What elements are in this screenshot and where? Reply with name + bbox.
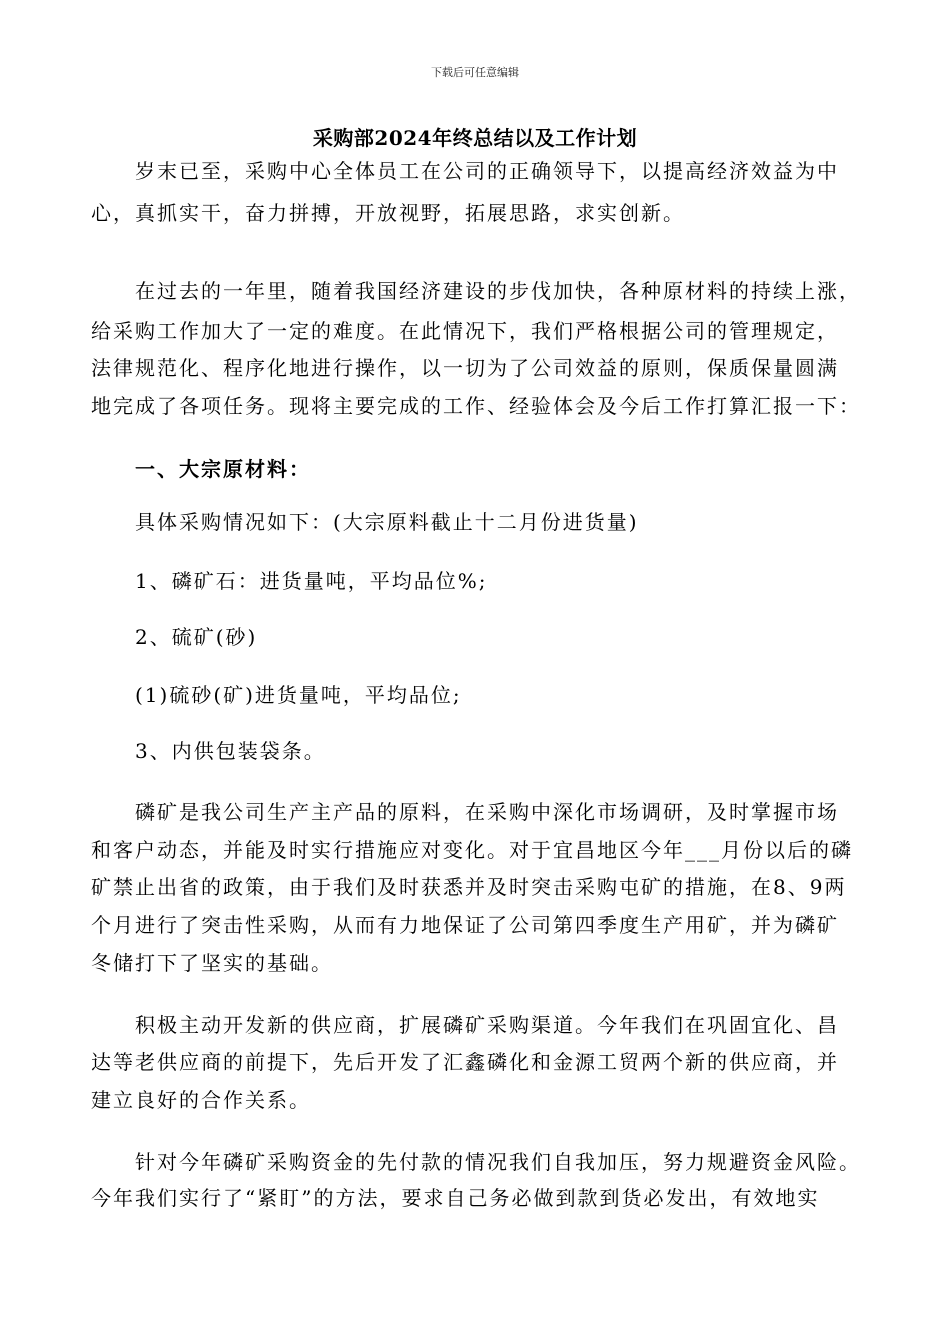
list-item: 3、内供包装袋条。	[135, 739, 326, 763]
paragraph-line: 和客户动态，并能及时实行措施应对变化。对于宜昌地区今年___月份以后的磷	[91, 838, 853, 862]
list-item: 2、硫矿(砂)	[135, 625, 258, 649]
paragraph-line: 心，真抓实干，奋力拼搏，开放视野，拓展思路，求实创新。	[91, 201, 685, 225]
paragraph-line: 积极主动开发新的供应商，扩展磷矿采购渠道。今年我们在巩固宜化、昌	[135, 1013, 839, 1037]
document-title: 采购部2024年终总结以及工作计划	[312, 126, 638, 150]
list-item: (1)硫砂(矿)进货量吨，平均品位;	[135, 683, 462, 707]
paragraph-line: 地完成了各项任务。现将主要完成的工作、经验体会及今后工作打算汇报一下：	[91, 394, 861, 418]
paragraph-line: 个月进行了突击性采购，从而有力地保证了公司第四季度生产用矿，并为磷矿	[91, 913, 839, 937]
paragraph-line: 法律规范化、程序化地进行操作，以一切为了公司效益的原则，保质保量圆满	[91, 356, 839, 380]
paragraph-line: 冬储打下了坚实的基础。	[91, 951, 333, 975]
paragraph-line: 今年我们实行了“紧盯”的方法，要求自己务必做到款到货必发出，有效地实	[91, 1186, 820, 1210]
section-heading: 一、大宗原材料：	[135, 457, 311, 481]
paragraph-line: 在过去的一年里，随着我国经济建设的步伐加快，各种原材料的持续上涨，	[135, 279, 861, 303]
header-note: 下载后可任意编辑	[431, 66, 519, 79]
paragraph-line: 给采购工作加大了一定的难度。在此情况下，我们严格根据公司的管理规定，	[91, 319, 839, 343]
list-item: 1、磷矿石：进货量吨，平均品位%;	[135, 569, 488, 593]
paragraph-line: 达等老供应商的前提下，先后开发了汇鑫磷化和金源工贸两个新的供应商，并	[91, 1050, 839, 1074]
paragraph-line: 针对今年磷矿采购资金的先付款的情况我们自我加压，努力规避资金风险。	[135, 1150, 861, 1174]
paragraph-line: 岁末已至，采购中心全体员工在公司的正确领导下，以提高经济效益为中	[135, 159, 839, 183]
paragraph-line: 矿禁止出省的政策，由于我们及时获悉并及时突击采购屯矿的措施，在8、9两	[91, 875, 847, 899]
paragraph-line: 具体采购情况如下：(大宗原料截止十二月份进货量)	[135, 510, 639, 534]
paragraph-line: 磷矿是我公司生产主产品的原料，在采购中深化市场调研，及时掌握市场	[135, 800, 839, 824]
paragraph-line: 建立良好的合作关系。	[91, 1088, 311, 1112]
